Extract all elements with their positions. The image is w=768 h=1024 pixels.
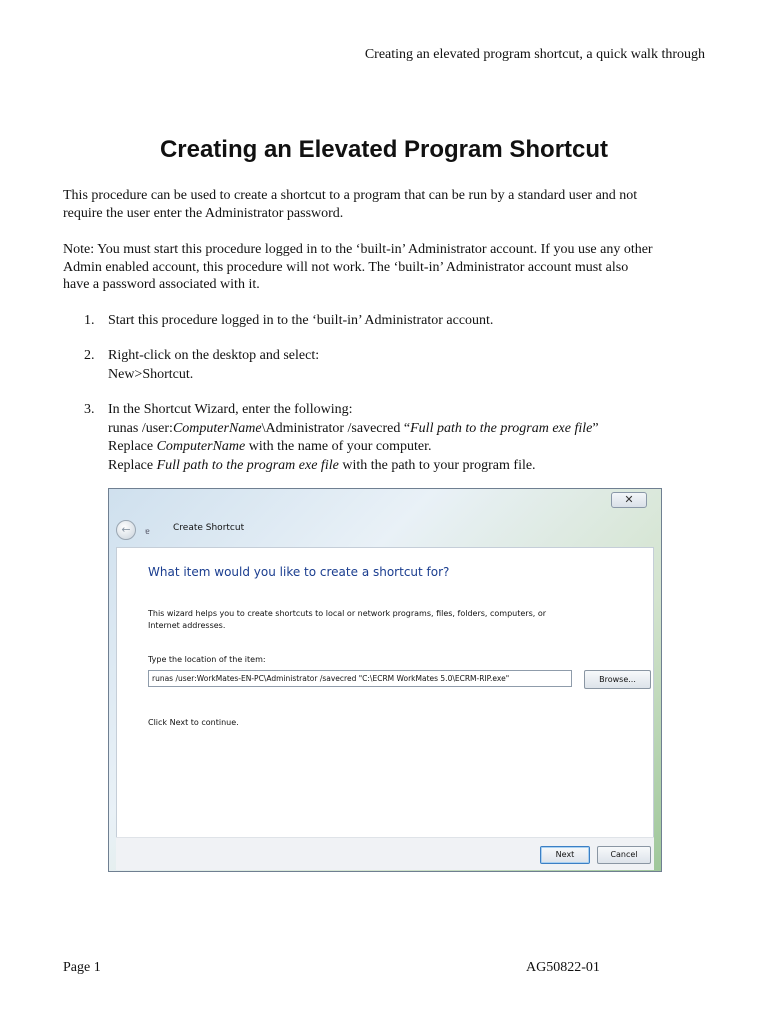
- step-number: 1.: [84, 313, 95, 328]
- wizard-footer: [116, 837, 654, 870]
- dialog-title: Create Shortcut: [173, 523, 245, 533]
- note-line: have a password associated with it.: [63, 277, 260, 292]
- browse-button[interactable]: Browse...: [584, 670, 651, 689]
- wizard-heading: What item would you like to create a shortcut for?: [148, 565, 450, 579]
- intro-line: require the user enter the Administrator password.: [63, 205, 344, 221]
- page-number: Page 1: [63, 960, 101, 975]
- note-line: Admin enabled account, this procedure will not work. The ‘built-in’ Administrator account must also: [63, 259, 629, 275]
- continue-instruction: Click Next to continue.: [148, 718, 239, 727]
- replace-path: Replace Full path to the program exe file with the path to your program file.: [108, 457, 536, 473]
- document-title: Creating an Elevated Program Shortcut: [159, 136, 609, 163]
- step-text: Start this procedure logged in to the ‘built-in’ Administrator account.: [108, 313, 494, 328]
- create-shortcut-dialog-screenshot: [108, 488, 662, 872]
- wizard-panel: [116, 547, 654, 838]
- runas-command: runas /user:ComputerName\Administrator /savecred “Full path to the program exe file”: [108, 420, 599, 436]
- note-line: Note: You must start this procedure logged in to the ‘built-in’ Administrator account. If you use any other: [63, 242, 653, 257]
- intro-line: This procedure can be used to create a shortcut to a program that can be run by a standard user and not: [63, 188, 638, 203]
- running-header: Creating an elevated program shortcut, a quick walk through: [364, 47, 705, 62]
- location-label: Type the location of the item:: [148, 655, 266, 664]
- document-id: AG50822-01: [526, 960, 600, 975]
- location-input[interactable]: runas /user:WorkMates-EN-PC\Administrator /savecred "C:\ECRM WorkMates 5.0\ECRM-RIP.exe": [148, 670, 572, 687]
- step-number: 3.: [84, 402, 95, 417]
- back-arrow-icon[interactable]: ←: [116, 520, 136, 540]
- intro-paragraph: [63, 187, 708, 222]
- replace-computer-name: Replace ComputerName with the name of your computer.: [108, 439, 432, 454]
- wizard-description: This wizard helps you to create shortcuts to local or network programs, files, folders, computers, or Internet addresses.: [148, 609, 547, 630]
- close-icon[interactable]: ✕: [611, 492, 647, 508]
- shortcut-icon: ɐ: [145, 527, 150, 536]
- step-number: 2.: [84, 348, 95, 363]
- next-button[interactable]: Next: [540, 846, 590, 864]
- cancel-button[interactable]: Cancel: [597, 846, 651, 864]
- step-text: In the Shortcut Wizard, enter the following:: [108, 402, 353, 417]
- note-paragraph: [63, 241, 708, 294]
- step-text: Right-click on the desktop and select:: [108, 348, 320, 363]
- step-text: New>Shortcut.: [108, 366, 194, 382]
